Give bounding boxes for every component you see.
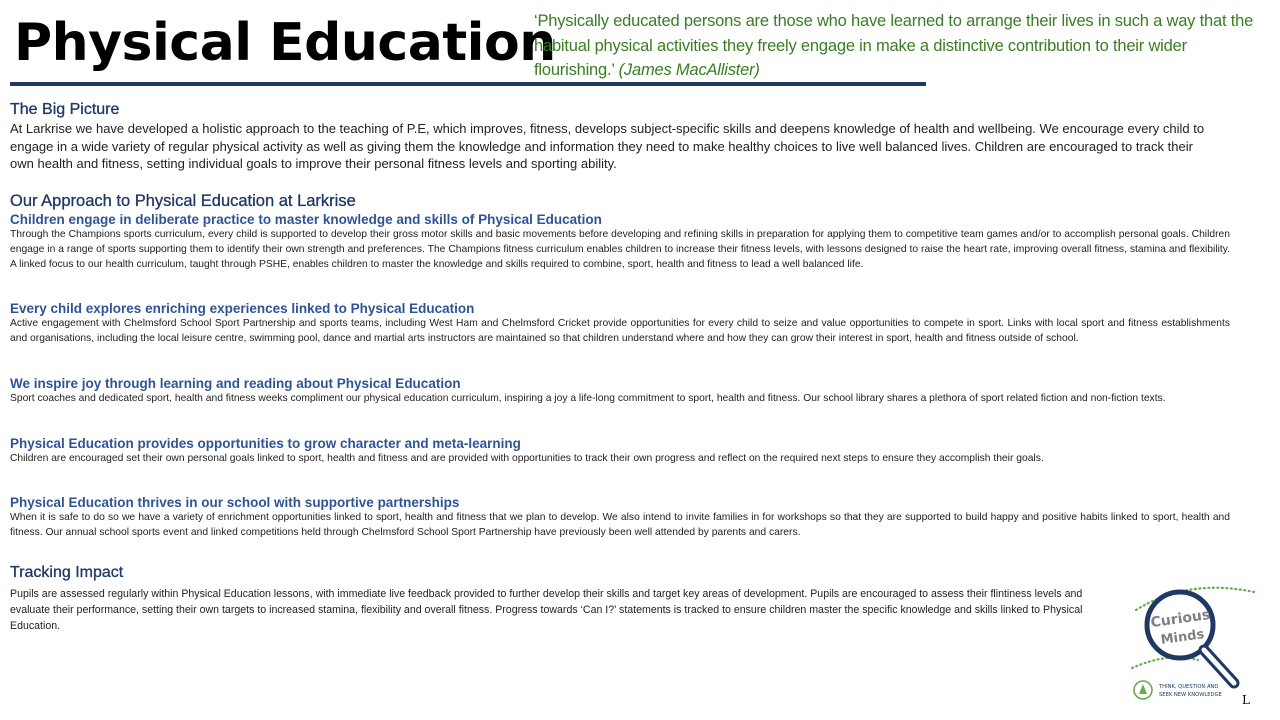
big-picture-body: At Larkrise we have developed a holistic approach to the teaching of P.E, which improves, fitness, develops subject-specific skills and deepens knowledge of health and wellbeing. We encourage every child to engage in a wide variety of regular physical activity as well as giving them the knowledge and information they need to make healthy choices to live well balanced lives. Children are encouraged to track their own health and fitness, setting individual goals to improve their personal fitness levels and sporting ability. — [10, 121, 1205, 171]
approach-item — [10, 211, 1230, 272]
approach-body: Sport coaches and dedicated sport, health and fitness weeks compliment our physical education curriculum, inspiring a joy a life-long commitment to sport, health and fitness. Our school library shares a plethora of sport related fiction and non-fiction texts. — [10, 393, 1166, 404]
approach-subheading: Physical Education provides opportunities to grow character and meta-learning — [10, 436, 521, 451]
approach-body: When it is safe to do so we have a variety of enrichment opportunities linked to sport, health and fitness that we plan to develop. We also intend to invite families in for workshops so that they are supported to build happy and positive habits linked to sport, health and fitness. Our annual school sports event and linked competitions held through Chelmsford School Sport Partnership have previously been well attended by parents and carers. — [10, 512, 1230, 538]
approach-item — [10, 494, 1230, 541]
approach-subheading: Children engage in deliberate practice to master knowledge and skills of Physical Education — [10, 212, 602, 227]
tracking-body: Pupils are assessed regularly within Physical Education lessons, with immediate live feedback provided to further develop their skills and target key areas of development. Pupils are encouraged to assess their flintiness levels and evaluate their performance, setting their own targets to increased stamina, flexibility and overall fitness. Progress towards ‘Can I?’ statements is tracked to ensure children master the specific knowledge and skills linked to Physical Education. — [10, 588, 1083, 632]
logo-tagline-1: THINK, QUESTION AND — [1159, 684, 1219, 690]
logo-word-curious: Curious — [1149, 606, 1212, 632]
approach-heading: Our Approach to Physical Education at Larkrise — [10, 192, 356, 210]
approach-body: Through the Champions sports curriculum, every child is supported to develop their gross motor skills and basic movements before developing and refining skills in preparation for applying them to competitive team games and/or to accomplish personal goals. Children engage in a range of sports supporting them to identify their own strength and preferences. The Champions fitness curriculum enables children to increase their fitness levels, with lessons designed to raise the heart rate, improving overall fitness, stamina and flexibility. A linked focus to our health curriculum, taught through PSHE, enables children to master the knowledge and skills required to combine, sport, health and fitness to lead a well balanced life. — [10, 229, 1230, 270]
approach-item — [10, 300, 1230, 347]
approach-subheading: Every child explores enriching experiences linked to Physical Education — [10, 301, 475, 316]
curious-minds-logo — [1128, 580, 1260, 710]
school-crest-icon — [1134, 681, 1152, 699]
title-underline — [10, 82, 926, 86]
page-title: Physical Education — [14, 13, 556, 73]
quote-citation: (James MacAllister) — [618, 61, 760, 79]
approach-body: Active engagement with Chelmsford School Sport Partnership and sports teams, including West Ham and Chelmsford Cricket provide opportunities for every child to seize and value opportunities to compete in sport. Links with local sport and fitness establishments and organisations, including the local leisure centre, swimming pool, dance and martial arts instructors are maintained so that children understand where and how they can grow their interest in sport, health and fitness outside of school. — [10, 318, 1230, 344]
approach-item — [10, 375, 1230, 407]
approach-item — [10, 435, 1230, 467]
big-picture-heading: The Big Picture — [10, 101, 120, 118]
logo-word-minds: Minds — [1159, 627, 1206, 649]
corner-mark: L — [1242, 693, 1250, 707]
tracking-heading: Tracking Impact — [10, 564, 124, 581]
approach-section — [10, 191, 1230, 538]
approach-subheading: We inspire joy through learning and reading about Physical Education — [10, 376, 461, 391]
approach-body: Children are encouraged set their own personal goals linked to sport, health and fitness and are provided with opportunities to track their own progress and reflect on the required next steps to ensure they accomplish their goals. — [10, 453, 1044, 464]
tracking-section — [10, 563, 1230, 634]
quote-text: ‘Physically educated persons are those who have learned to arrange their lives in such a way that the habitual physical activities they freely engage in make a distinctive contribution to their wider flourishing.’ — [534, 12, 1254, 79]
quote — [534, 9, 1264, 83]
logo-tagline-2: SEEK NEW KNOWLEDGE — [1159, 692, 1222, 698]
big-picture-section — [10, 100, 1230, 173]
approach-subheading: Physical Education thrives in our school with supportive partnerships — [10, 495, 460, 510]
